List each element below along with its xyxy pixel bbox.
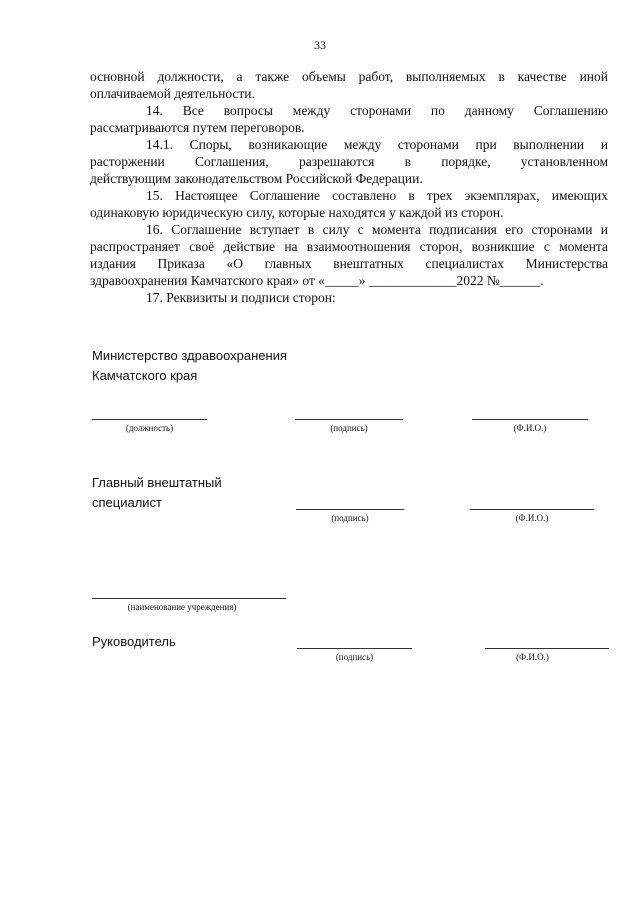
- paragraph-line: здравоохранения Камчатского края» от «_____» _____________2022 №______.: [90, 273, 544, 288]
- paragraph-line: 14. Все вопросы между сторонами по данному Соглашению: [146, 103, 608, 118]
- head-signature-caption: (подпись): [335, 652, 374, 662]
- body-text: [90, 68, 608, 306]
- paragraph-line: издания Приказа «О главных внештатных специалистах Министерства: [90, 256, 608, 271]
- ministry-signature-line: [295, 419, 403, 420]
- paragraph-line: 17. Реквизиты и подписи сторон:: [146, 290, 336, 305]
- specialist-signature-caption: (подпись): [331, 513, 369, 523]
- specialist-signature-line: [296, 509, 404, 510]
- paragraph-line: расторжении Соглашения, разрешаются в порядке, установленном: [90, 154, 608, 169]
- institution-name-line: [92, 598, 286, 599]
- paragraph-line: основной должности, а также объемы работ, выполняемых в качестве иной: [90, 69, 608, 84]
- paragraph-line: одинаковую юридическую силу, которые находятся у каждой из сторон.: [90, 205, 504, 220]
- specialist-fio-caption: (Ф.И.О.): [515, 513, 549, 523]
- ministry-fio-caption: (Ф.И.О.): [513, 423, 547, 433]
- ministry-signature-caption: (подпись): [330, 423, 368, 433]
- paragraph-line: 15. Настоящее Соглашение составлено в трех экземплярах, имеющих: [146, 188, 608, 203]
- page-number: 33: [314, 38, 326, 52]
- paragraph-line: 16. Соглашение вступает в силу с момента подписания его сторонами и: [146, 222, 608, 237]
- paragraph-line: 14.1. Споры, возникающие между сторонами при выполнении и: [146, 137, 608, 152]
- head-fio-line: [485, 648, 609, 649]
- head-fio-caption: (Ф.И.О.): [516, 652, 549, 662]
- specialist-fio-line: [470, 509, 594, 510]
- paragraph-line: оплачиваемой деятельности.: [90, 86, 255, 101]
- institution-name-caption: (наименование учреждения): [127, 602, 237, 612]
- specialist-title-line: Главный внештатный: [92, 475, 222, 490]
- ministry-position-caption: (должность): [125, 423, 174, 433]
- ministry-position-line: [92, 419, 207, 420]
- paragraph-line: действующим законодательством Российской Федерации.: [90, 171, 423, 186]
- paragraph-line: рассматриваются путем переговоров.: [90, 120, 305, 135]
- head-label: Руководитель: [92, 634, 176, 649]
- ministry-name-line: Министерство здравоохранения: [92, 348, 287, 363]
- paragraph-line: распространяет своё действие на взаимоотношения сторон, возникшие с момента: [90, 239, 608, 254]
- specialist-title: [92, 473, 222, 513]
- ministry-fio-line: [472, 419, 588, 420]
- head-signature-line: [297, 648, 412, 649]
- ministry-name-line: Камчатского края: [92, 368, 198, 383]
- ministry-name: [92, 346, 287, 386]
- specialist-title-line: специалист: [92, 495, 163, 510]
